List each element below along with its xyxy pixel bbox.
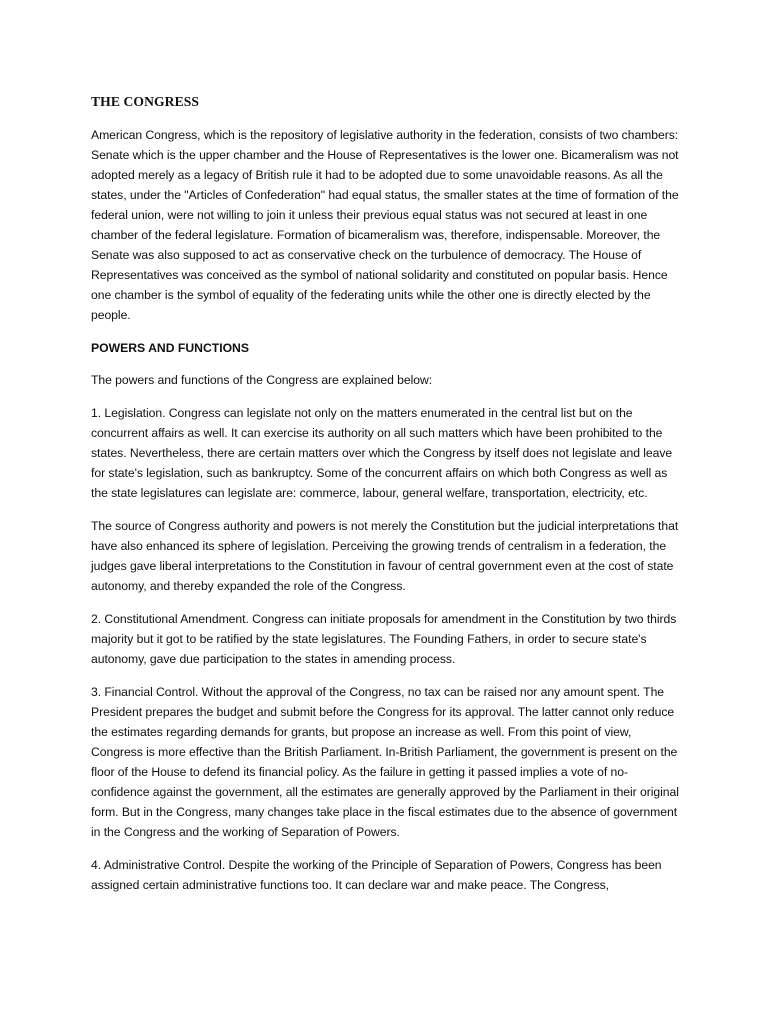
document-page <box>91 92 681 908</box>
document-title: THE CONGRESS <box>91 94 200 109</box>
source-of-authority-paragraph: The source of Congress authority and powers is not merely the Constitution but the judicial interpretations that have also enhanced its sphere of legislation. Perceiving the growing trends of centralism in a federation, the judges gave liberal interpretations to the Constitution in favour of central government even at the cost of state autonomy, and thereby expanded the role of the Congress. <box>91 519 679 593</box>
section-intro-paragraph: The powers and functions of the Congress are explained below: <box>91 373 433 387</box>
administrative-control-paragraph: 4. Administrative Control. Despite the working of the Principle of Separation of Powers, Congress has been assigned certain administrative functions too. It can declare war and make peace. The Congress, <box>91 858 662 892</box>
section-heading: POWERS AND FUNCTIONS <box>91 341 249 355</box>
constitutional-amendment-paragraph: 2. Constitutional Amendment. Congress can initiate proposals for amendment in the Constitution by two thirds majority but it got to be ratified by the state legislatures. The Founding Fathers, in order to secure state's autonomy, gave due participation to the states in amending process. <box>91 612 677 666</box>
legislation-paragraph: 1. Legislation. Congress can legislate not only on the matters enumerated in the central list but on the concurrent affairs as well. It can exercise its authority on all such matters which have been prohibited to the states. Nevertheless, there are certain matters over which the Congress by itself does not legislate and leave for state's legislation, such as bankruptcy. Some of the concurrent affairs on which both Congress as well as the state legislatures can legislate are: commerce, labour, general welfare, transportation, electricity, etc. <box>91 406 673 500</box>
financial-control-paragraph: 3. Financial Control. Without the approval of the Congress, no tax can be raised nor any amount spent. The President prepares the budget and submit before the Congress for its approval. The latter cannot only reduce the estimates regarding demands for grants, but propose an increase as well. From this point of view, Congress is more effective than the British Parliament. In-British Parliament, the government is present on the floor of the House to defend its financial policy. As the failure in getting it passed implies a vote of no-confidence against the government, all the estimates are generally approved by the Parliament in their original form. But in the Congress, many changes take place in the fiscal estimates due to the absence of government in the Congress and the working of Separation of Powers. <box>91 685 679 839</box>
intro-paragraph: American Congress, which is the repository of legislative authority in the federation, consists of two chambers: Senate which is the upper chamber and the House of Representatives is the lower one. Bicameralism was not adopted merely as a legacy of British rule it had to be adopted due to some unavoidable reasons. As all the states, under the "Articles of Confederation" had equal status, the smaller states at the time of formation of the federal union, were not willing to join it unless their previous equal status was not secured at least in one chamber of the federal legislature. Formation of bicameralism was, therefore, indispensable. Moreover, the Senate was also supposed to act as conservative check on the turbulence of democracy. The House of Representatives was conceived as the symbol of national solidarity and constituted on popular basis. Hence one chamber is the symbol of equality of the federating units while the other one is directly elected by the people. <box>91 128 679 322</box>
